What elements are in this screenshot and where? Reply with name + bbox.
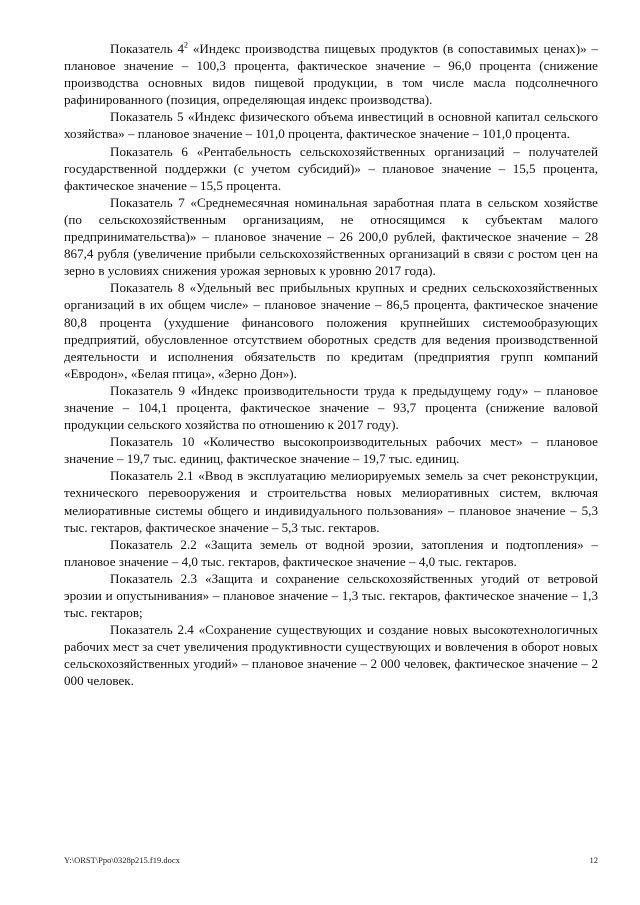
- footer-page-number: 12: [589, 855, 598, 865]
- paragraph-indicator-2-2: Показатель 2.2 «Защита земель от водной эрозии, затопления и подтопления» – плановое значение – 4,0 тыс. гектаров, фактическое значение – 4,0 тыс. гектаров.: [64, 536, 598, 569]
- footer-file-path: Y:\ORST\Ppo\0328p215.f19.docx: [64, 855, 180, 865]
- footnote-superscript: 2: [184, 40, 189, 50]
- paragraph-indicator-10: Показатель 10 «Количество высокопроизводительных рабочих мест» – плановое значение – 19,7 тыс. единиц, фактическое значение – 19,7 тыс. единиц.: [64, 434, 598, 467]
- paragraph-indicator-2-1: Показатель 2.1 «Ввод в эксплуатацию мелиорируемых земель за счет реконструкции, технического перевооружения и строительства новых мелиоративных систем, включая мелиоративные системы общего и индивидуального пользования» – плановое значение – 5,3 тыс. гектаров, фактическое значение – 5,3 тыс. гектаров.: [64, 468, 598, 535]
- paragraph-text-rest: «Индекс производства пищевых продуктов (в сопоставимых ценах)» – плановое значение – 100,3 процента, фактическое значение – 96,0 процента (снижение производства основных видов пищевой продукции, в том числе масла подсолнечного рафинированного (позиция, определяющая индекс производства).: [64, 41, 598, 108]
- paragraph-indicator-2-4: Показатель 2.4 «Сохранение существующих и создание новых высокотехнологичных рабочих мест за счет увеличения продуктивности существующих и вовлечения в оборот новых сельскохозяйственных угодий» – плановое значение – 2 000 человек, фактическое значение – 2 000 человек.: [64, 622, 598, 689]
- paragraph-text-start: Показатель 4: [110, 41, 185, 56]
- paragraph-indicator-8: Показатель 8 «Удельный вес прибыльных крупных и средних сельскохозяйственных организаций в их общем числе» – плановое значение – 86,5 процента, фактическое значение 80,8 процента (ухудшение финансового положения крупнейших системообразующих предприятий, обусловленное отсутствием оборотных средств для ведения производственной деятельности и исполнения обязательств по кредитам (предприятия групп компаний «Евродон», «Белая птица», «Зерно Дон»).: [64, 280, 598, 381]
- paragraph-indicator-2-3: Показатель 2.3 «Защита и сохранение сельскохозяйственных угодий от ветровой эрозии и опустынивания» – плановое значение – 1,3 тыс. гектаров, фактическое значение – 1,3 тыс. гектаров;: [64, 570, 598, 621]
- paragraph-indicator-7: Показатель 7 «Среднемесячная номинальная заработная плата в сельском хозяйстве (по сельскохозяйственным организациям, не относящимся к субъектам малого предпринимательства)» – плановое значение – 26 200,0 рублей, фактическое значение – 28 867,4 рубля (увеличение прибыли сельскохозяйственных организаций в связи с ростом цен на зерно в условиях снижения урожая зерновых к уровню 2017 года).: [64, 194, 598, 279]
- paragraph-indicator-9: Показатель 9 «Индекс производительности труда к предыдущему году» – плановое значение – 104,1 процента, фактическое значение – 93,7 процента (снижение валовой продукции сельского хозяйства по отношению к 2017 году).: [64, 382, 598, 433]
- paragraph-indicator-5: Показатель 5 «Индекс физического объема инвестиций в основной капитал сельского хозяйства» – плановое значение – 101,0 процента, фактическое значение – 101,0 процента.: [64, 109, 598, 142]
- document-body: [64, 40, 598, 690]
- paragraph-indicator-4: [64, 40, 598, 108]
- paragraph-indicator-6: Показатель 6 «Рентабельность сельскохозяйственных организаций – получателей государственной поддержки (с учетом субсидий)» – плановое значение – 15,5 процента, фактическое значение – 15,5 процента.: [64, 143, 598, 193]
